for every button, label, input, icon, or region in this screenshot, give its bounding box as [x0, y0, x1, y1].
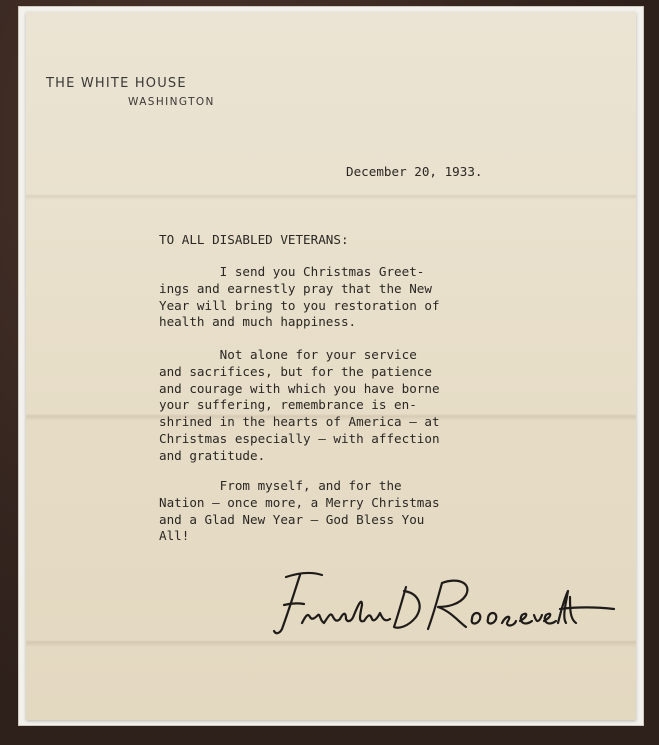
- signature: [266, 567, 616, 647]
- letterhead-city: WASHINGTON: [128, 96, 215, 108]
- letter-salutation: TO ALL DISABLED VETERANS:: [159, 232, 349, 247]
- letterhead-title: THE WHITE HOUSE: [46, 76, 187, 91]
- letter-paragraph-2: Not alone for your service and sacrifices, but for the patience and courage with which you have borne your suffering, remembrance is en- shrined in the hearts of America — at Christmas especially — with affection and gratitude.: [159, 347, 440, 463]
- letter-paper: [26, 12, 636, 720]
- letterhead: [46, 76, 215, 108]
- signature-icon: [266, 567, 616, 647]
- letter-date: December 20, 1933.: [346, 164, 483, 179]
- letter-paragraph-3: From myself, and for the Nation — once more, a Merry Christmas and a Glad New Year — God Bless You All!: [159, 478, 440, 544]
- letter-paragraph-1: I send you Christmas Greet- ings and earnestly pray that the New Year will bring to you restoration of health and much happiness.: [159, 264, 440, 330]
